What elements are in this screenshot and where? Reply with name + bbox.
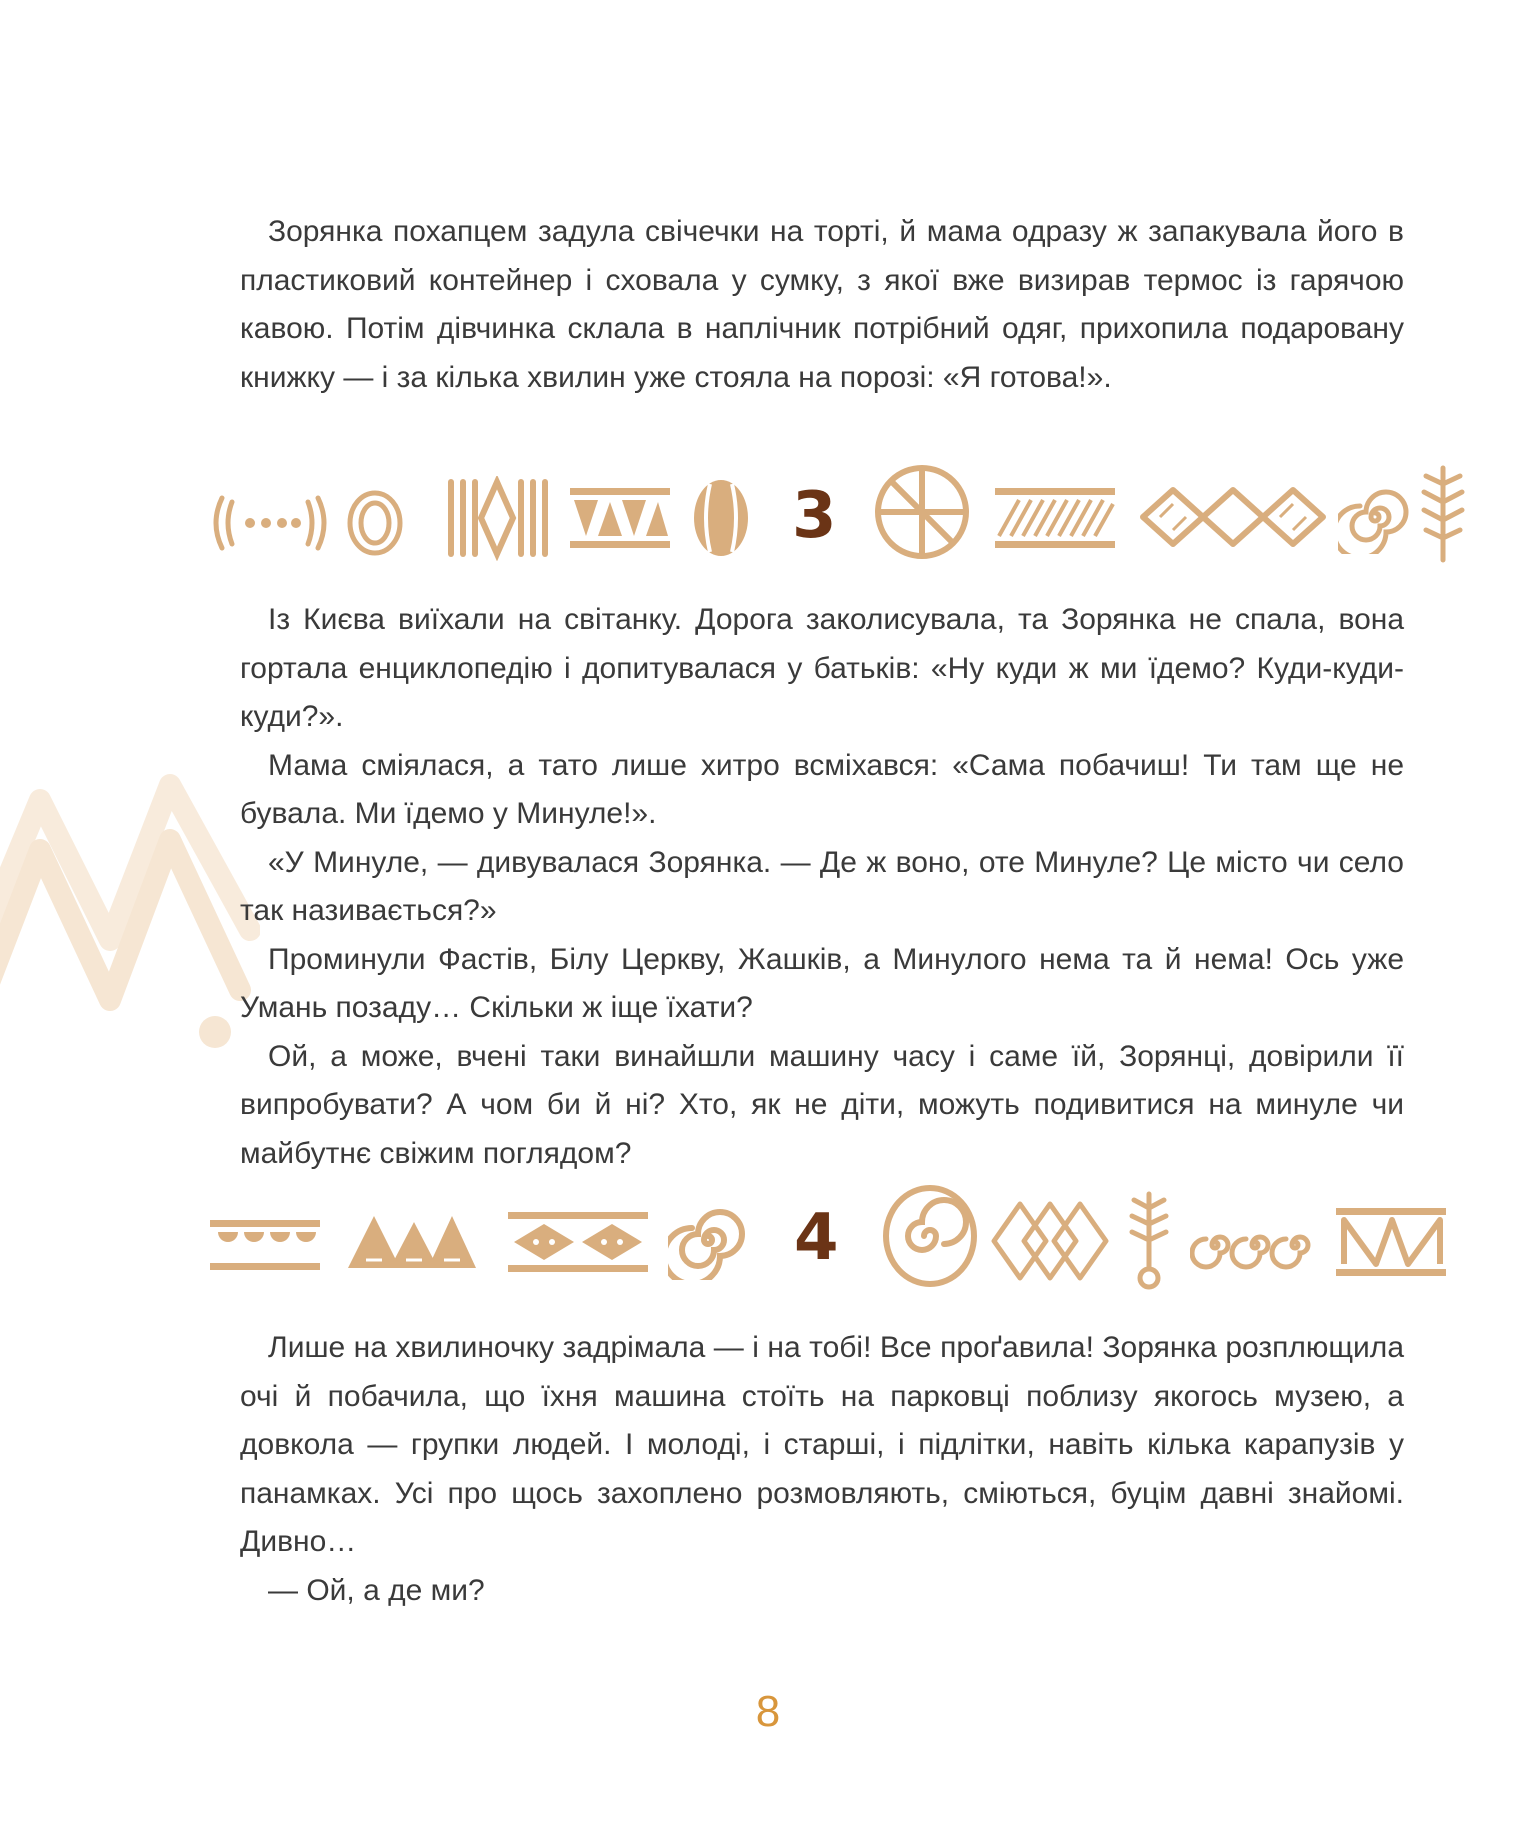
triangles-icon [348, 1210, 478, 1270]
paragraph: Із Києва виїхали на світанку. Дорога заколисувала, та Зорянка не спала, вона гортала енциклопедію і допитувалася у батьків: «Ну куди ж ми їдемо? Куди-куди-куди?». [240, 603, 1404, 733]
oval-spiral-icon [880, 1184, 980, 1289]
chapter-4-ornament-row [200, 1190, 1450, 1300]
semicircle-band-icon [210, 1220, 320, 1270]
paragraph: Зорянка похапцем задула свічечки на торті, й мама одразу ж запакувала його в пластиковий контейнер і сховала у сумку, з якої вже визирав термос із гарячою кавою. Потім дівчинка склала в наплічник потрібний одяг, прихопила подаровану книжку — і за кілька хвилин уже стояла на порозі: «Я готова!». [240, 215, 1404, 394]
diamond-lattice-icon [990, 1198, 1110, 1284]
diamond-chain-icon [1138, 482, 1328, 552]
paragraph: Лише на хвилиночку задрімала — і на тобі! Все проґавила! Зорянка розплющила очі й побачила, що їхня машина стоїть на парковці поблизу якогось музею, а довкола — групки людей. І молоді, і старші, і підлітки, навіть кілька карапузів у панамках. Усі про щось захоплено розмовляють, сміються, буцім давні знайомі. Дивно… [240, 1331, 1404, 1558]
paragraph: Проминули Фастів, Білу Церкву, Жашків, а Минулого нема та й нема! Ось уже Умань позаду… Скільки ж іще їхати? [240, 942, 1404, 1024]
hatched-band-icon [995, 488, 1115, 548]
section-3-text [240, 1324, 1404, 1615]
spiral-icon [1338, 480, 1412, 554]
chapter-number: 4 [794, 1201, 839, 1275]
paragraph: — Ой, а де ми? [268, 1573, 485, 1607]
page-number: 8 [755, 1687, 781, 1736]
branch-icon [1124, 1190, 1174, 1290]
section-2-text [240, 596, 1404, 1178]
chapter-number: 3 [792, 479, 837, 553]
fir-branch-icon [1418, 464, 1468, 564]
spiral-icon [668, 1200, 748, 1280]
quartered-circle-icon [872, 462, 972, 562]
paragraph: Ой, а може, вчені таки винайшли машину часу і саме їй, Зорянці, довірили її випробувати? А чом би й ні? Хто, як не діти, можуть подивитися на минуле чи майбутнє свіжим поглядом? [240, 1039, 1404, 1170]
dots-bracket-icon [210, 488, 330, 558]
paragraph: «У Минуле, — дивувалася Зорянка. — Де ж воно, оте Минуле? Це місто чи село так називається?» [240, 845, 1404, 927]
lines-diamond-icon [445, 476, 550, 561]
section-1-text [240, 208, 1404, 402]
double-circle-icon [345, 488, 405, 558]
striped-oval-icon [690, 476, 752, 560]
zigzag-block-icon [1336, 1208, 1446, 1276]
spiral-pair-icon [1190, 1220, 1320, 1270]
diamond-band-icon [508, 1212, 648, 1272]
triangles-band-icon [570, 488, 670, 548]
paragraph: Мама сміялася, а тато лише хитро всміхався: «Сама побачиш! Ти там ще не бувала. Ми їдемо у Минуле!». [240, 748, 1404, 830]
zigzag-watermark-icon [0, 770, 260, 1070]
chapter-3-ornament-row [200, 468, 1450, 578]
